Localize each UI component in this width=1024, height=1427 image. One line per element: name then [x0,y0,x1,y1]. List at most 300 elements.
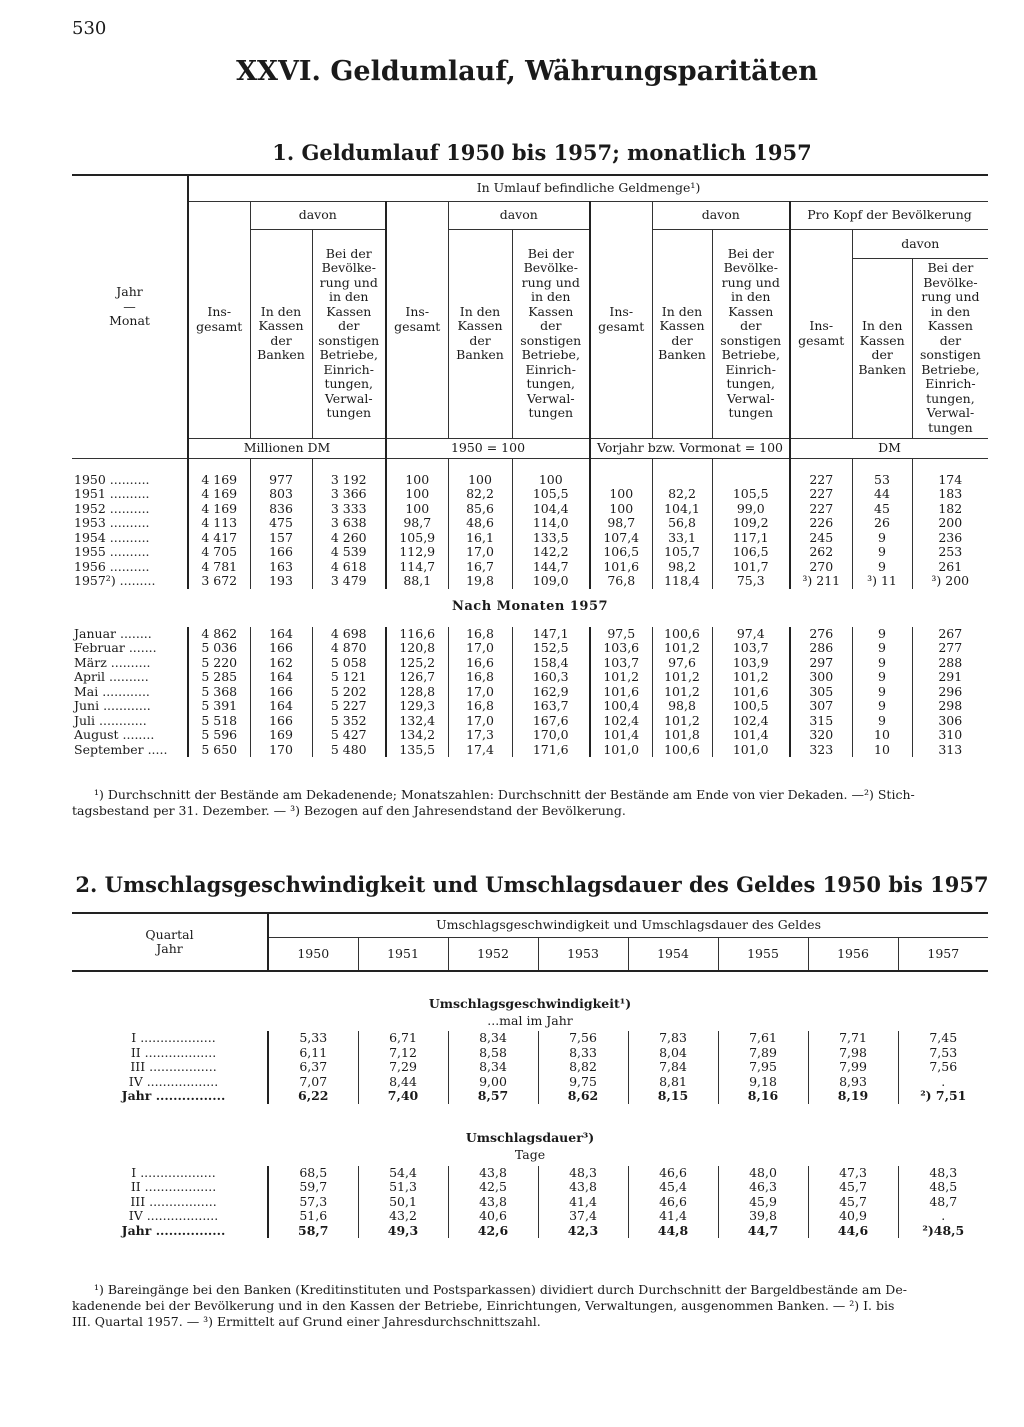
per-capita-header: Pro Kopf der Bevölkerung [790,201,988,229]
table-cell: 310 [912,728,988,743]
insgesamt-header-4: Ins- gesamt [790,229,852,438]
table-cell: 8,44 [358,1075,448,1090]
table-cell: 101,2 [652,641,712,656]
table-cell: 16,7 [448,560,512,575]
table-cell: 45,7 [808,1180,898,1195]
table-cell: 7,45 [898,1031,988,1046]
quarter-row [72,1195,988,1210]
table-cell: 88,1 [386,574,448,589]
row-label: Juni ............ [74,699,151,714]
table-cell: 5 121 [312,670,386,685]
quartal-jahr-header: Quartal Jahr [72,913,268,971]
table-cell: 37,4 [538,1209,628,1224]
page-number: 530 [72,18,107,39]
table-cell: 226 [790,516,852,531]
row-label: Mai ............ [74,684,150,699]
table-cell: 288 [912,656,988,671]
table-cell: ³) 200 [912,574,988,589]
table-cell: 6,71 [358,1031,448,1046]
section1-title: 1. Geldumlauf 1950 bis 1957; monatlich 1957 [272,140,812,165]
table-cell: 97,6 [652,656,712,671]
table-cell: 166 [250,545,312,560]
table-cell: 182 [912,502,988,517]
table-cell: 133,5 [512,531,590,546]
table-cell: 7,56 [898,1060,988,1075]
month-row [72,627,988,642]
davon-header-1: davon [250,201,386,229]
bevoelkerung-header-4: Bei der Bevölke- rung und in den Kassen der sonstigen Betriebe, Einrich- tungen, Verwal- tungen [912,259,988,438]
banken-header-1: In den Kassen der Banken [250,229,312,438]
table-cell: 9 [852,531,912,546]
table-cell: 193 [250,574,312,589]
row-label: 1950 .......... [74,472,150,487]
table-cell: 166 [250,641,312,656]
insgesamt-header-2: Ins- gesamt [386,201,448,438]
table-cell: 5 518 [188,714,250,729]
table-cell: 7,71 [808,1031,898,1046]
table-cell: 101,6 [590,685,652,700]
table-cell: 103,9 [712,656,790,671]
table-cell: 112,9 [386,545,448,560]
monat-label: Monat [109,313,150,329]
table-cell: 5 480 [312,743,386,758]
year-header: 1952 [448,937,538,971]
velocity-group-header: Umschlagsgeschwindigkeit und Umschlagsdauer des Geldes [268,913,988,937]
money-circulation-table [72,174,988,757]
table-cell: 101,2 [712,670,790,685]
table-cell: 298 [912,699,988,714]
year-header: 1957 [898,937,988,971]
table-cell: 26 [852,516,912,531]
table-cell: 48,7 [898,1195,988,1210]
row-label: 1952 .......... [74,501,150,516]
table-cell: 59,7 [268,1180,358,1195]
table-cell: 171,6 [512,743,590,758]
dash-label: — [123,298,136,314]
table-cell: 101,2 [652,714,712,729]
row-header [72,175,188,438]
table-cell: 315 [790,714,852,729]
section2-footnote-2: kadenende bei der Bevölkerung und in den Kassen der Betriebe, Einrichtungen, Verwaltungen, ausgenommen Banken. — ²) I. bis [72,1298,895,1313]
table-cell: 7,89 [718,1046,808,1061]
table-cell: 48,0 [718,1166,808,1181]
section1-footnote-1: ¹) Durchschnitt der Bestände am Dekadenende; Monatszahlen: Durchschnitt der Bestände am Ende von vier Dekaden. —²) Stich- [94,787,915,802]
row-label: Jahr ................ [121,1089,226,1103]
quarter-row [72,1209,988,1224]
table-cell: 162 [250,656,312,671]
table-cell: 43,8 [538,1180,628,1195]
table-cell: 42,6 [448,1224,538,1239]
table-cell: 104,1 [652,502,712,517]
table-cell: 101,2 [652,670,712,685]
table-cell: 103,6 [590,641,652,656]
table-cell: 164 [250,627,312,642]
table-cell: 45,9 [718,1195,808,1210]
insgesamt-header-3: Ins- gesamt [590,201,652,438]
table-cell: 8,58 [448,1046,538,1061]
table-cell: 4 618 [312,560,386,575]
table-cell: 3 333 [312,502,386,517]
row-label: Juli ............ [74,713,147,728]
month-row [72,743,988,758]
table-cell: 58,7 [268,1224,358,1239]
table-cell: 5 202 [312,685,386,700]
row-label: 1957²) ......... [74,574,156,589]
table-cell: 277 [912,641,988,656]
table-cell: 68,5 [268,1166,358,1181]
unit-index-1950: 1950 = 100 [386,438,590,458]
month-row [72,670,988,685]
table-cell: 16,8 [448,699,512,714]
table-cell: 100 [590,502,652,517]
chapter-title: XXVI. Geldumlauf, Währungsparitäten [236,56,818,87]
velocity-table [72,912,988,1238]
table-cell: 75,3 [712,574,790,589]
table-cell: 57,3 [268,1195,358,1210]
table-cell: 97,4 [712,627,790,642]
table-cell: 296 [912,685,988,700]
table-cell: 17,0 [448,685,512,700]
table-cell: 98,8 [652,699,712,714]
year-row [72,516,988,531]
table-cell: 17,0 [448,714,512,729]
year-row [72,574,988,589]
table-cell: 170,0 [512,728,590,743]
table-cell: 16,1 [448,531,512,546]
table-cell: 102,4 [712,714,790,729]
table-cell: 8,19 [808,1089,898,1104]
table-cell: 5 058 [312,656,386,671]
table-cell: ³) 211 [790,574,852,589]
quarter-row [72,1060,988,1075]
table-cell: 9 [852,627,912,642]
table-cell: 4 862 [188,627,250,642]
row-label: IV .................. [128,1074,219,1089]
table-cell: 4 169 [188,473,250,488]
table-cell: 114,7 [386,560,448,575]
section2-footnote-3: III. Quartal 1957. — ³) Ermittelt auf Grund einer Jahresdurchschnittszahl. [72,1314,541,1329]
table-cell: ²) 7,51 [898,1089,988,1104]
table-cell: 41,4 [538,1195,628,1210]
year-header: 1956 [808,937,898,971]
table-cell: 4 781 [188,560,250,575]
table-cell: 129,3 [386,699,448,714]
quarter-row [72,1089,988,1104]
table-cell: 9 [852,656,912,671]
table-cell: 128,8 [386,685,448,700]
table-cell: 5 285 [188,670,250,685]
table-cell: 100,6 [652,627,712,642]
table-cell: 101,4 [712,728,790,743]
table-cell: 43,8 [448,1166,538,1181]
davon-header-3: davon [652,201,790,229]
table-cell: 174 [912,473,988,488]
row-label: III ................. [130,1194,217,1209]
table-cell: ²)48,5 [898,1224,988,1239]
table-cell: 50,1 [358,1195,448,1210]
table-cell: 9 [852,641,912,656]
table-cell: 166 [250,685,312,700]
table-cell: 305 [790,685,852,700]
table-cell: 7,56 [538,1031,628,1046]
table-cell: 43,2 [358,1209,448,1224]
table-cell: 227 [790,473,852,488]
table-cell: 10 [852,728,912,743]
table-cell: 107,4 [590,531,652,546]
table-cell: 236 [912,531,988,546]
table-cell: . [898,1075,988,1090]
table-cell: 44 [852,487,912,502]
table-cell: 82,2 [448,487,512,502]
table-cell: 8,82 [538,1060,628,1075]
bevoelkerung-header-3: Bei der Bevölke- rung und in den Kassen der sonstigen Betriebe, Einrich- tungen, Verwal- tungen [712,229,790,438]
quarter-row [72,1166,988,1181]
row-label: 1955 .......... [74,545,150,560]
table-cell: 7,29 [358,1060,448,1075]
table-cell: 101,6 [590,560,652,575]
table-cell: 300 [790,670,852,685]
banken-header-3: In den Kassen der Banken [652,229,712,438]
table-cell: 45,4 [628,1180,718,1195]
table-cell: 7,99 [808,1060,898,1075]
table-cell: 101,4 [590,728,652,743]
table-cell: 245 [790,531,852,546]
davon-header-2: davon [448,201,590,229]
table-cell: 227 [790,487,852,502]
table-cell: 100 [386,487,448,502]
table-cell: 105,5 [712,487,790,502]
table-cell: 82,2 [652,487,712,502]
table-cell: 4 698 [312,627,386,642]
table-cell: 183 [912,487,988,502]
table-cell: 7,98 [808,1046,898,1061]
table-cell: 17,0 [448,641,512,656]
table-cell: 6,37 [268,1060,358,1075]
velocity-unit: ...mal im Jahr [487,1012,573,1028]
row-label: August ........ [74,728,155,743]
table-cell: 4 539 [312,545,386,560]
table-cell: 98,7 [590,516,652,531]
row-label: 1951 .......... [74,487,150,502]
bevoelkerung-header-2: Bei der Bevölke- rung und in den Kassen der sonstigen Betriebe, Einrich- tungen, Verwal- tungen [512,229,590,438]
table-cell: 103,7 [590,656,652,671]
table-cell: 51,6 [268,1209,358,1224]
table-cell: 118,4 [652,574,712,589]
table-cell: 297 [790,656,852,671]
table-cell: 7,95 [718,1060,808,1075]
table-cell: ³) 11 [852,574,912,589]
table-cell: 167,6 [512,714,590,729]
table-cell: 41,4 [628,1209,718,1224]
table-cell: 7,12 [358,1046,448,1061]
table-cell [712,473,790,488]
table-cell: 3 479 [312,574,386,589]
table-cell: 134,2 [386,728,448,743]
table-cell: 101,0 [712,743,790,758]
table-cell: 5 352 [312,714,386,729]
table-cell: 7,83 [628,1031,718,1046]
table-cell: 42,3 [538,1224,628,1239]
table-cell: 49,3 [358,1224,448,1239]
table-cell: 7,84 [628,1060,718,1075]
velocity-heading: Umschlagsgeschwindigkeit¹) [428,995,632,1011]
row-label: I ................... [131,1031,216,1045]
table-cell: 5 227 [312,699,386,714]
table-cell: 291 [912,670,988,685]
table-cell: 4 113 [188,516,250,531]
table-cell: 8,15 [628,1089,718,1104]
table-cell: 109,2 [712,516,790,531]
table-cell: 114,0 [512,516,590,531]
row-label: IV .................. [128,1209,219,1223]
table-cell: 132,4 [386,714,448,729]
table-cell: 8,16 [718,1089,808,1104]
quarter-row [72,1075,988,1090]
table-cell: 7,07 [268,1075,358,1090]
table-cell: 97,5 [590,627,652,642]
month-row [72,728,988,743]
table-cell: 8,04 [628,1046,718,1061]
table-cell: 17,3 [448,728,512,743]
table-cell: 109,0 [512,574,590,589]
row-label: Januar ........ [74,626,152,641]
table-cell: 39,8 [718,1209,808,1224]
year-header: 1951 [358,937,448,971]
table-cell: 8,93 [808,1075,898,1090]
table-cell: 157 [250,531,312,546]
table-cell: 8,34 [448,1031,538,1046]
unit-row-spacer [72,438,188,458]
table-cell: 46,6 [628,1166,718,1181]
table-cell: 270 [790,560,852,575]
table-cell: 85,6 [448,502,512,517]
table-cell: 120,8 [386,641,448,656]
table-cell: 98,7 [386,516,448,531]
table-cell: 144,7 [512,560,590,575]
row-label: Jahr ................ [121,1223,226,1238]
table-cell: 56,8 [652,516,712,531]
table-cell: 100 [590,487,652,502]
row-label: April .......... [74,670,149,685]
quarter-row [72,1180,988,1195]
table-cell [652,473,712,488]
unit-index-prev: Vorjahr bzw. Vormonat = 100 [590,438,790,458]
table-cell: 5 650 [188,743,250,758]
table-cell: 4 169 [188,502,250,517]
table-cell: 142,2 [512,545,590,560]
table-cell: 9 [852,670,912,685]
table-cell: 164 [250,670,312,685]
table-cell: 48,6 [448,516,512,531]
table-cell: 48,3 [538,1166,628,1181]
table-cell: 103,7 [712,641,790,656]
row-label: Februar ....... [74,641,157,656]
table-cell: 323 [790,743,852,758]
quarter-row [72,1224,988,1239]
table-cell: 76,8 [590,574,652,589]
table-cell: 51,3 [358,1180,448,1195]
table-cell: 3 638 [312,516,386,531]
table-cell: 46,3 [718,1180,808,1195]
table-cell: 105,7 [652,545,712,560]
table-cell: 170 [250,743,312,758]
table-cell: 4 260 [312,531,386,546]
table-cell: 101,0 [590,743,652,758]
table-cell: 33,1 [652,531,712,546]
table-cell: 43,8 [448,1195,538,1210]
table-cell: 8,57 [448,1089,538,1104]
table-cell: 44,7 [718,1224,808,1239]
duration-body [72,1166,988,1239]
table-cell: 53 [852,473,912,488]
table-cell: 117,1 [712,531,790,546]
duration-unit: Tage [514,1147,546,1163]
month-row [72,641,988,656]
table-cell: 100 [386,473,448,488]
table-cell: 16,8 [448,627,512,642]
row-label: 1954 .......... [74,530,150,545]
section1-footnote-2: tagsbestand per 31. Dezember. — ³) Bezogen auf den Jahresendstand der Bevölkerung. [72,803,626,818]
month-row [72,656,988,671]
table-cell: 48,5 [898,1180,988,1195]
table-cell: 135,5 [386,743,448,758]
table-cell: 100 [448,473,512,488]
table-cell: 102,4 [590,714,652,729]
table-cell: 261 [912,560,988,575]
quarter-row [72,1031,988,1046]
table-cell: 306 [912,714,988,729]
banken-header-2: In den Kassen der Banken [448,229,512,438]
table-cell: 100 [512,473,590,488]
table-cell: 105,9 [386,531,448,546]
table-cell: 307 [790,699,852,714]
insgesamt-header-1: Ins- gesamt [188,201,250,438]
table-cell: 267 [912,627,988,642]
jahr-label: Jahr [116,284,143,300]
table-cell: 276 [790,627,852,642]
table-cell: 7,40 [358,1089,448,1104]
table-cell: 101,2 [590,670,652,685]
row-label: III ................. [130,1060,217,1074]
table-cell: 54,4 [358,1166,448,1181]
table-cell: 116,6 [386,627,448,642]
table-cell: 6,22 [268,1089,358,1104]
year-header: 1954 [628,937,718,971]
table-cell [590,473,652,488]
table-cell: 44,6 [808,1224,898,1239]
table-cell: 262 [790,545,852,560]
table-cell: 4 417 [188,531,250,546]
table-cell: 9 [852,560,912,575]
table-cell: 42,5 [448,1180,538,1195]
banken-header-4: In den Kassen der Banken [858,318,907,377]
table-cell: 147,1 [512,627,590,642]
year-row [72,487,988,502]
per-capita-davon-group [852,229,988,438]
table-cell: 158,4 [512,656,590,671]
table-cell: 286 [790,641,852,656]
table-cell: 977 [250,473,312,488]
table-cell: 98,2 [652,560,712,575]
table-cell: 101,7 [712,560,790,575]
year-row [72,560,988,575]
table-cell: 47,3 [808,1166,898,1181]
group-header: In Umlauf befindliche Geldmenge¹) [188,175,988,201]
table-cell: 48,3 [898,1166,988,1181]
table-cell: 162,9 [512,685,590,700]
table-cell: 163,7 [512,699,590,714]
table-cell: 106,5 [590,545,652,560]
